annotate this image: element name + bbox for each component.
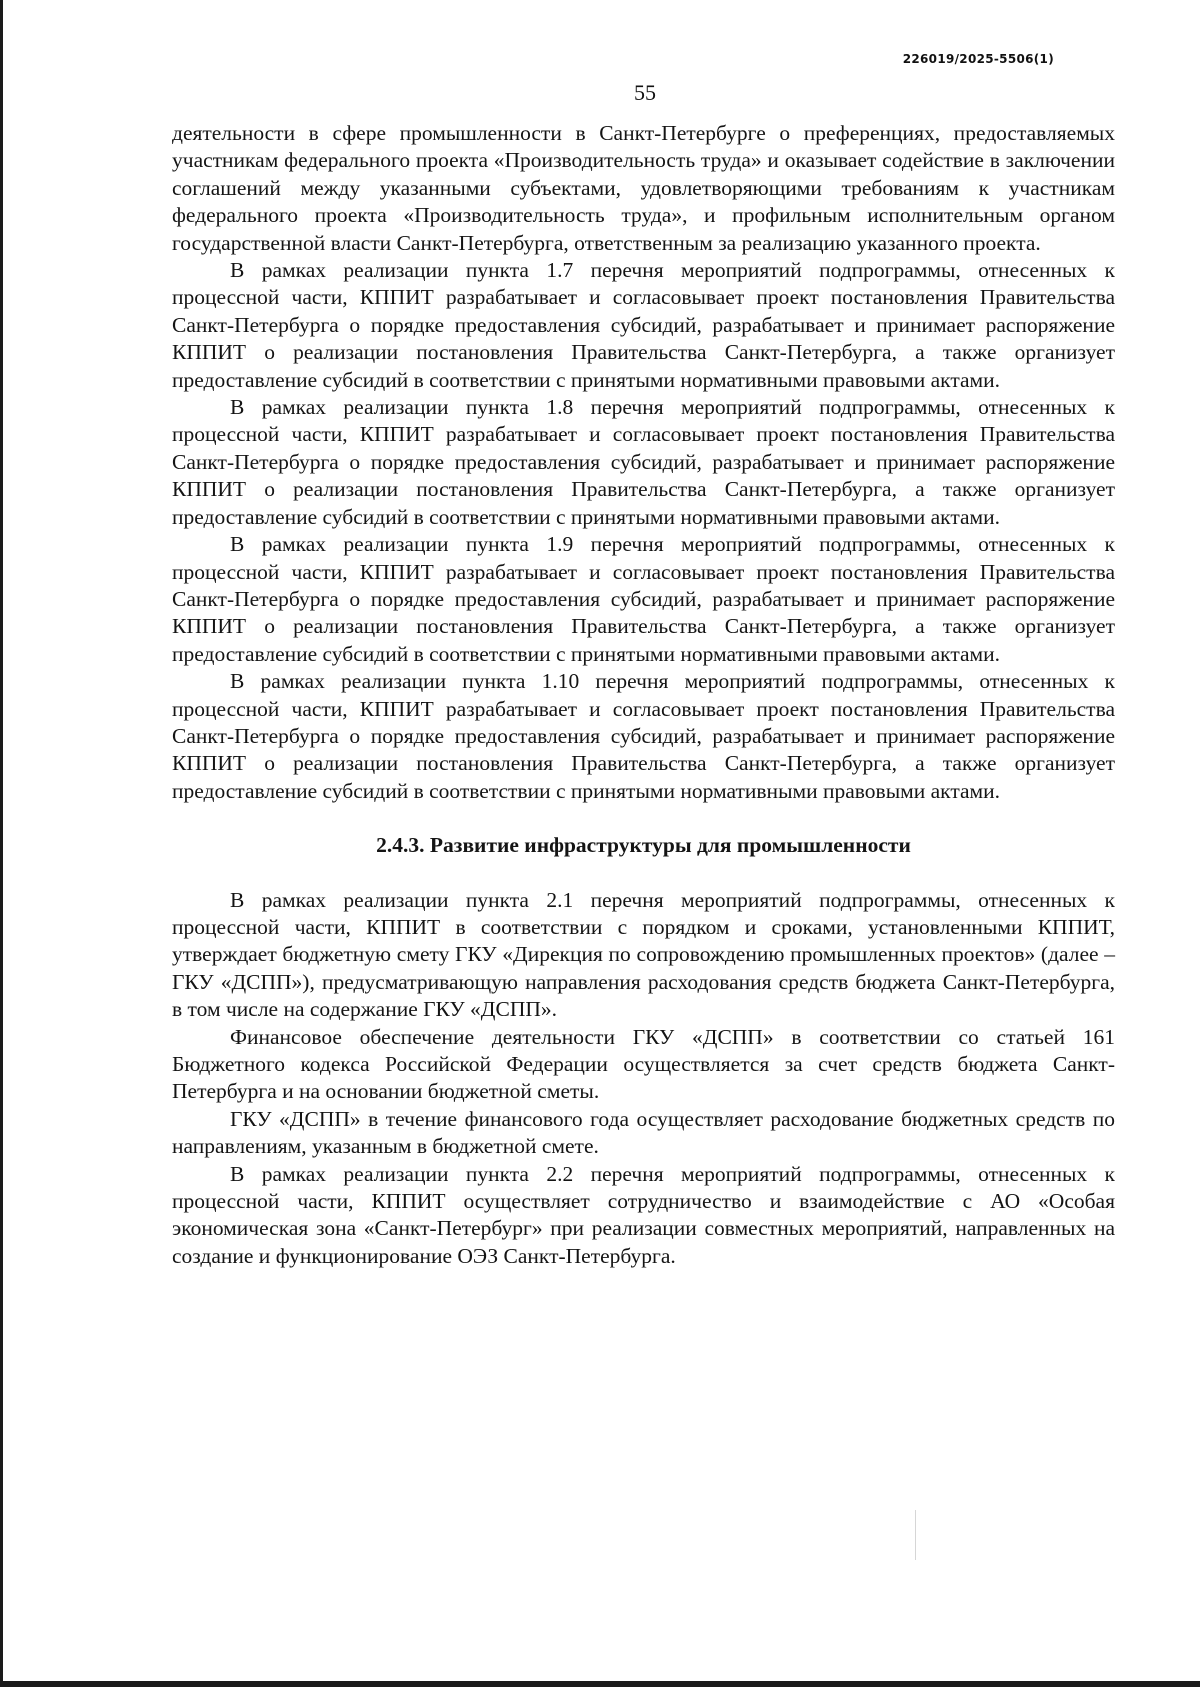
- paragraph-item-2-2: В рамках реализации пункта 2.2 перечня мероприятий подпрограммы, отнесенных к процессной части, КППИТ осуществляет сотрудничество и взаимодействие с АО «Особая экономическая зона «Санкт-Петербург» при реализации совместных мероприятий, направленных на создание и функционирование ОЭЗ Санкт-Петербурга.: [172, 1161, 1115, 1268]
- paragraph-financing: Финансовое обеспечение деятельности ГКУ «ДСПП» в соответствии со статьей 161 Бюджетного кодекса Российской Федерации осуществляется за счет средств бюджета Санкт-Петербурга и на основании бюджетной сметы.: [172, 1024, 1115, 1104]
- paragraph-item-1-9: В рамках реализации пункта 1.9 перечня мероприятий подпрограммы, отнесенных к процессной части, КППИТ разрабатывает и согласовывает проект постановления Правительства Санкт-Петербурга о порядке предоставления субсидий, разрабатывает и принимает распоряжение КППИТ о реализации постановления Правительства Санкт-Петербурга, а также организует предоставление субсидий в соответствии с принятыми нормативными правовыми актами.: [172, 532, 1115, 666]
- document-id: 226019/2025-5506(1): [902, 52, 1054, 66]
- paragraph-item-1-8: В рамках реализации пункта 1.8 перечня мероприятий подпрограммы, отнесенных к процессной части, КППИТ разрабатывает и согласовывает проект постановления Правительства Санкт-Петербурга о порядке предоставления субсидий, разрабатывает и принимает распоряжение КППИТ о реализации постановления Правительства Санкт-Петербурга, а также организует предоставление субсидий в соответствии с принятыми нормативными правовыми актами.: [172, 395, 1115, 529]
- section-heading: 2.4.3. Развитие инфраструктуры для промышленности: [376, 833, 911, 858]
- paragraph-item-1-7: В рамках реализации пункта 1.7 перечня мероприятий подпрограммы, отнесенных к процессной части, КППИТ разрабатывает и согласовывает проект постановления Правительства Санкт-Петербурга о порядке предоставления субсидий, разрабатывает и принимает распоряжение КППИТ о реализации постановления Правительства Санкт-Петербурга, а также организует предоставление субсидий в соответствии с принятыми нормативными правовыми актами.: [172, 258, 1115, 392]
- paragraph-continuation: деятельности в сфере промышленности в Санкт-Петербурге о преференциях, предоставляемых участникам федерального проекта «Производительность труда» и оказывает содействие в заключении соглашений между указанными субъектами, удовлетворяющими требованиям к участникам федерального проекта «Производительность труда», и профильным исполнительным органом государственной власти Санкт-Петербурга, ответственным за реализацию указанного проекта.: [172, 121, 1115, 255]
- document-body: [172, 120, 1115, 1270]
- scan-artifact: [915, 1510, 916, 1560]
- paragraph-item-1-10: В рамках реализации пункта 1.10 перечня мероприятий подпрограммы, отнесенных к процессной части, КППИТ разрабатывает и согласовывает проект постановления Правительства Санкт-Петербурга о порядке предоставления субсидий, разрабатывает и принимает распоряжение КППИТ о реализации постановления Правительства Санкт-Петербурга, а также организует предоставление субсидий в соответствии с принятыми нормативными правовыми актами.: [172, 669, 1115, 803]
- page-number: 55: [634, 80, 656, 105]
- paragraph-item-2-1: В рамках реализации пункта 2.1 перечня мероприятий подпрограммы, отнесенных к процессной части, КППИТ в соответствии с порядком и сроками, установленными КППИТ, утверждает бюджетную смету ГКУ «Дирекция по сопровождению промышленных проектов» (далее – ГКУ «ДСПП»), предусматривающую направления расходования средств бюджета Санкт-Петербурга, в том числе на содержание ГКУ «ДСПП».: [172, 887, 1115, 1022]
- paragraph-spending: ГКУ «ДСПП» в течение финансового года осуществляет расходование бюджетных средств по направлениям, указанным в бюджетной смете.: [172, 1106, 1115, 1159]
